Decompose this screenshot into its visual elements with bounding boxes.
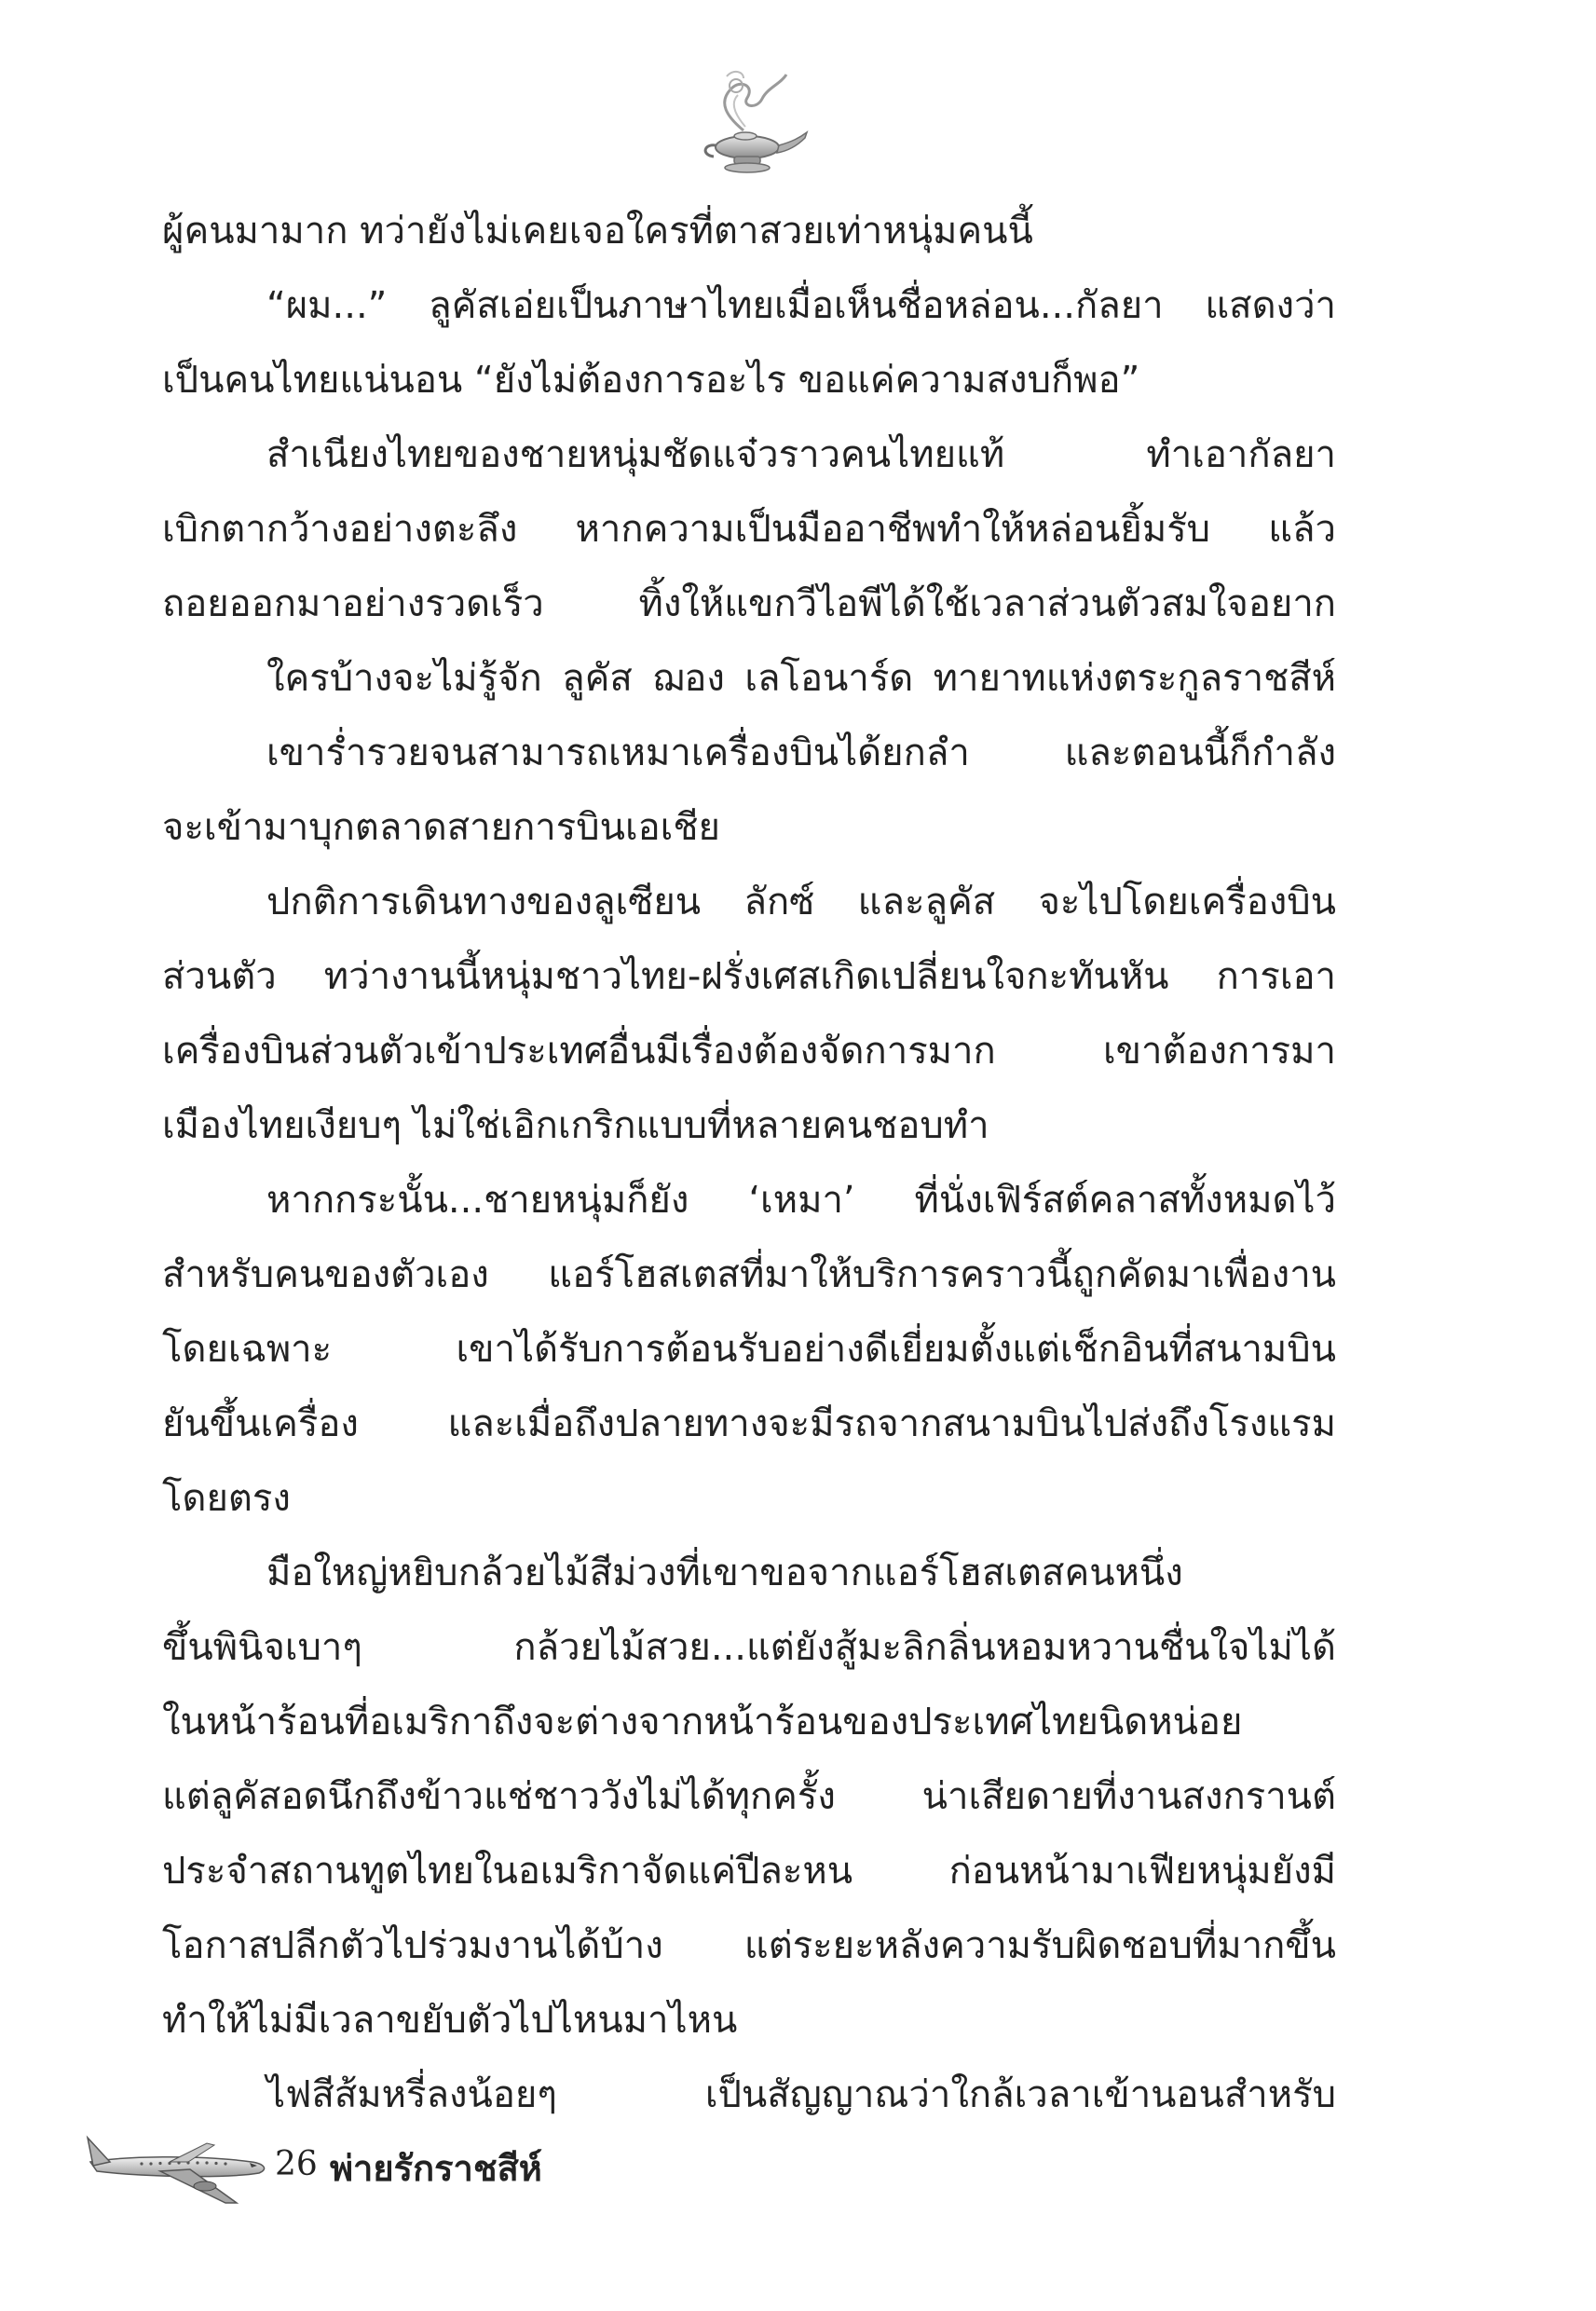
text-line: เบิกตากว้างอย่างตะลึง หากความเป็นมืออาชีพทำให้หล่อนยิ้มรับ แล้ว — [162, 508, 1336, 551]
text-line: ประจำสถานทูตไทยในอเมริกาจัดแค่ปีละหน ก่อนหน้ามาเฟียหนุ่มยังมี — [162, 1850, 1336, 1893]
text-line: หากกระนั้น...ชายหนุ่มก็ยัง ‘เหมา’ ที่นั่งเฟิร์สต์คลาสทั้งหมดไว้ — [266, 1179, 1336, 1222]
text-line: โดยตรง — [162, 1477, 291, 1520]
text-line: ปกติการเดินทางของลูเซียน ลักซ์ และลูคัส จะไปโดยเครื่องบิน — [266, 881, 1336, 923]
text-line: ส่วนตัว ทว่างานนี้หนุ่มชาวไทย-ฝรั่งเศสเกิดเปลี่ยนใจกะทันหัน การเอา — [162, 955, 1336, 998]
airplane-icon — [86, 2125, 272, 2208]
page-number: 26 — [275, 2145, 318, 2183]
text-line: ขึ้นพินิจเบาๆ กล้วยไม้สวย...แต่ยังสู้มะลิกลิ่นหอมหวานชื่นใจไม่ได้ — [162, 1626, 1336, 1669]
text-line: แต่ลูคัสอดนึกถึงข้าวแช่ชาววังไม่ได้ทุกครั้ง น่าเสียดายที่งานสงกรานต์ — [162, 1775, 1336, 1818]
text-line: ยันขึ้นเครื่อง และเมื่อถึงปลายทางจะมีรถจากสนามบินไปส่งถึงโรงแรม — [162, 1402, 1336, 1445]
text-line: โอกาสปลีกตัวไปร่วมงานได้บ้าง แต่ระยะหลังความรับผิดชอบที่มากขึ้น — [162, 1924, 1336, 1967]
lamp-with-genie-icon — [689, 65, 811, 177]
page-footer — [86, 2115, 607, 2218]
text-line: เครื่องบินส่วนตัวเข้าประเทศอื่นมีเรื่องต้องจัดการมาก เขาต้องการมา — [162, 1030, 1336, 1073]
text-line: ใครบ้างจะไม่รู้จัก ลูคัส ฌอง เลโอนาร์ด ทายาทแห่งตระกูลราชสีห์ — [266, 657, 1336, 700]
text-line: เมืองไทยเงียบๆ ไม่ใช่เอิกเกริกแบบที่หลายคนชอบทำ — [162, 1104, 989, 1147]
page-body — [162, 194, 1336, 2132]
text-line: สำเนียงไทยของชายหนุ่มชัดแจ๋วราวคนไทยแท้ ทำเอากัลยา — [266, 433, 1336, 476]
text-line: ทำให้ไม่มีเวลาขยับตัวไปไหนมาไหน — [162, 1999, 738, 2042]
text-line: มือใหญ่หยิบกล้วยไม้สีม่วงที่เขาขอจากแอร์โฮสเตสคนหนึ่ง — [266, 1552, 1183, 1594]
text-line: ไฟสีส้มหรี่ลงน้อยๆ เป็นสัญญาณว่าใกล้เวลาเข้านอนสำหรับ — [266, 2073, 1336, 2116]
text-line: โดยเฉพาะ เขาได้รับการต้อนรับอย่างดีเยี่ยมตั้งแต่เช็กอินที่สนามบิน — [162, 1328, 1336, 1371]
book-title: พ่ายรักราชสีห์ — [330, 2148, 542, 2189]
text-line: “ผม...” ลูคัสเอ่ยเป็นภาษาไทยเมื่อเห็นชื่อหล่อน...กัลยา แสดงว่า — [266, 284, 1336, 327]
text-line: จะเข้ามาบุกตลาดสายการบินเอเชีย — [162, 806, 720, 849]
text-line: ผู้คนมามาก ทว่ายังไม่เคยเจอใครที่ตาสวยเท่าหนุ่มคนนี้ — [162, 210, 1033, 253]
text-line: ในหน้าร้อนที่อเมริกาถึงจะต่างจากหน้าร้อนของประเทศไทยนิดหน่อย — [162, 1701, 1243, 1744]
text-line: เป็นคนไทยแน่นอน “ยังไม่ต้องการอะไร ขอแค่ความสงบก็พอ” — [162, 359, 1140, 402]
text-line: เขาร่ำรวยจนสามารถเหมาเครื่องบินได้ยกลำ และตอนนี้ก็กำลัง — [266, 732, 1336, 774]
text-line: ถอยออกมาอย่างรวดเร็ว ทิ้งให้แขกวีไอพีได้ใช้เวลาส่วนตัวสมใจอยาก — [162, 582, 1336, 625]
text-line: สำหรับคนของตัวเอง แอร์โฮสเตสที่มาให้บริการคราวนี้ถูกคัดมาเพื่องาน — [162, 1253, 1336, 1296]
